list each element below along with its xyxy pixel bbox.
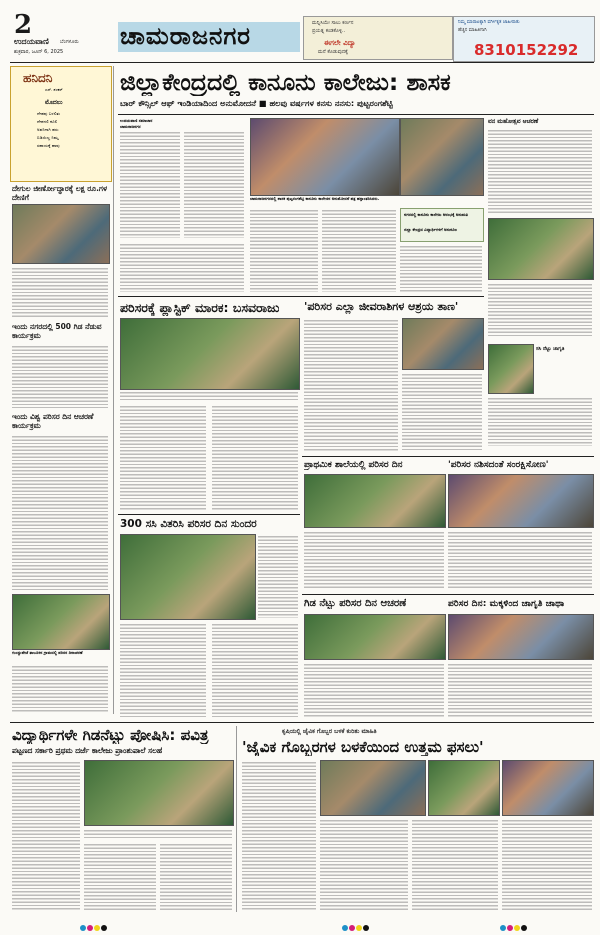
destroy-body <box>448 530 592 590</box>
registration-dots-left <box>80 916 108 935</box>
plastic-body-col2 <box>212 404 298 510</box>
poem-line-3: ಅವನಿಗಾಗಿ ಹಸು <box>37 127 59 132</box>
left-story3-headline: ಇಂದು ವಿಶ್ವ ಪರಿಸರ ದಿನ ಆಚರಣೆ ಕಾರ್ಯಕ್ರಮ <box>12 412 94 430</box>
right-mid-photo <box>488 344 534 394</box>
saplings-photo <box>120 534 256 620</box>
dot-cyan <box>342 925 348 931</box>
section-rule-4 <box>302 594 594 595</box>
destroy-photo <box>448 474 594 528</box>
column-divider-bottom <box>236 726 237 912</box>
organic-photo-1 <box>320 760 426 816</box>
organic-body-col4 <box>502 818 592 910</box>
poem-line-4: ಬಿಡಿಯಿಲ್ಲ ನಿಮ್ಮ <box>37 135 59 140</box>
school-body <box>304 530 444 590</box>
left-photo-caption: ಗುಂಡ್ಲುಪೇಟೆ ತಾಲೂಕಿನ ಗ್ರಾಮದಲ್ಲಿ ಪರಿಸರ ದಿನಾಚರಣೆ <box>12 650 83 655</box>
honey-dani-box <box>10 66 112 182</box>
honey-author: ಎಸ್. ಶಂಕರ್ <box>45 87 63 92</box>
planting-headline: ಗಿಡ ನೆಟ್ಟು ಪರಿಸರ ದಿನ ಆಚರಣೆ <box>304 598 407 609</box>
right-mid-body <box>488 396 592 446</box>
awareness-body <box>448 662 592 718</box>
right-top-body <box>488 128 592 214</box>
lead-body-col0 <box>120 242 244 292</box>
saplings-side-caption <box>258 534 298 618</box>
ad-box-2: ನಿಮ್ಮ ಮಾರಾಟಕ್ಕಾಗಿ ವರ್ಗೀಕೃತ ಜಾಹೀರಾತು ಹೆಚ್ಚಿನ ಮಾಹಿತಿಗಾಗಿ 8310152292 <box>453 16 595 62</box>
saplings-body-col2 <box>212 622 298 718</box>
ad-box-1: ಮನ್ನಿಸಿಯೇ ಸಾಲು ಕರ್ಣನ ಪ್ರಯತ್ನ ಕಂಡಕೊಳ್ಳಿ.. ಈಗಲೇ ವಿದ್ಯಾ ಮನೆ ಕೊಡುವುದಕ್ಕೆ <box>303 16 453 60</box>
column-divider-left <box>113 66 114 714</box>
lead-subheadline: ಬಾರ್ ಕೌನ್ಸಿಲ್ ಆಫ್ ಇಂಡಿಯಾದಿಂದ ಅನುಮೋದನೆ ■ ಹಲವು ವರ್ಷಗಳ ಕನಸು ನನಸು: ಪುಟ್ಟರಂಗಶೆಟ್ಟಿ <box>120 98 393 108</box>
organic-body-col1 <box>242 760 316 910</box>
nature-body-col1 <box>304 318 398 452</box>
date: ಶುಕ್ರವಾರ, ಜೂನ್ 6, 2025 <box>14 49 64 55</box>
right-top-headline: ವನ ಮಹೋತ್ಸವ ಆಚರಣೆ <box>488 118 539 125</box>
dot-cyan <box>80 925 86 931</box>
lead-body-col1 <box>120 130 180 238</box>
destroy-headline: 'ಪರಿಸರ ನಶಿಸದಂತೆ ಸಂರಕ್ಷಿಸೋಣ' <box>448 460 549 470</box>
dot-black <box>101 925 107 931</box>
lead-body-col3 <box>250 208 318 292</box>
lead-byline: ಉದಯವಾಣಿ ಸಮಾಚಾರ <box>120 118 153 123</box>
students-body-col2 <box>84 842 156 910</box>
paper-name: ಉದಯವಾಣಿ <box>14 37 49 46</box>
dot-magenta <box>507 925 513 931</box>
poem-line-2: ದೇಶದಲಿ ಕೂಲಿ <box>37 119 58 124</box>
registration-dots-center <box>342 916 370 935</box>
nature-body-col2 <box>402 372 482 452</box>
section-rule-5 <box>10 722 594 723</box>
organic-photo-2 <box>428 760 500 816</box>
masthead-rule <box>10 62 594 63</box>
dot-magenta <box>349 925 355 931</box>
section-rule-1 <box>118 296 484 297</box>
nature-photo <box>402 318 484 370</box>
poem-title: ಮೊದಲು <box>45 99 63 106</box>
section-title: ಚಾಮರಾಜನಗರ <box>120 22 252 50</box>
nature-headline: 'ಪರಿಸರ ಎಲ್ಲಾ ಜೀವರಾಶಿಗಳ ಆಶ್ರಯ ತಾಣ' <box>304 300 459 313</box>
honey-title: ಹನಿದನಿ <box>23 71 53 85</box>
organic-photo-3 <box>502 760 594 816</box>
left-story1-body <box>12 266 108 318</box>
saplings-headline: 300 ಸಸಿ ವಿತರಿಸಿ ಪರಿಸರ ದಿನ ಸುಂದರ <box>120 518 257 530</box>
dot-yellow <box>94 925 100 931</box>
left-story3-body <box>12 434 108 590</box>
awareness-photo <box>448 614 594 660</box>
right-top-photo <box>488 218 594 280</box>
dot-yellow <box>514 925 520 931</box>
plastic-photo <box>120 318 300 390</box>
edition: ಬೆಂಗಳೂರು <box>60 39 79 45</box>
students-body-col1 <box>12 760 80 910</box>
masthead <box>0 0 600 64</box>
students-photo-caption <box>84 828 232 838</box>
right-mid-headline: ಸಸಿ ನೆಟ್ಟು ಜಾಗೃತಿ <box>536 346 565 352</box>
lead-highlight-box <box>400 208 484 242</box>
school-photo <box>304 474 446 528</box>
lead-rule <box>118 114 594 115</box>
lead-photo-2 <box>400 118 484 196</box>
school-headline: ಪ್ರಾಥಮಿಕ ಶಾಲೆಯಲ್ಲಿ ಪರಿಸರ ದಿನ <box>304 460 403 470</box>
planting-body <box>304 662 444 718</box>
lead-highlight-2: ಜಿಲ್ಲಾ ಕೇಂದ್ರದ ವಿದ್ಯಾರ್ಥಿಗಳಿಗೆ ಅನುಕೂಲ <box>404 227 458 232</box>
registration-dots-right <box>500 916 528 935</box>
dot-black <box>521 925 527 931</box>
saplings-body-col1 <box>120 622 206 718</box>
dot-cyan <box>500 925 506 931</box>
left-story2-headline: ಇಂದು ನಗರದಲ್ಲಿ 500 ಗಿಡ ನೆಡುವ ಕಾರ್ಯಕ್ರಮ <box>12 322 102 340</box>
left-photo <box>12 594 110 650</box>
lead-dateline: ಚಾಮರಾಜನಗರ <box>120 124 141 129</box>
ad-phone-number: 8310152292 <box>474 41 579 59</box>
dot-black <box>363 925 369 931</box>
lead-headline: ಜಿಲ್ಲಾಕೇಂದ್ರದಲ್ಲಿ ಕಾನೂನು ಕಾಲೇಜು: ಶಾಸಕ <box>120 68 451 96</box>
page-number: 2 <box>14 10 33 40</box>
dot-yellow <box>356 925 362 931</box>
left-story4-body <box>12 664 108 712</box>
awareness-headline: ಪರಿಸರ ದಿನ: ಮಕ್ಕಳಿಂದ ಜಾಗೃತಿ ಜಾಥಾ <box>448 598 565 609</box>
right-top-body-2 <box>488 282 592 336</box>
poem-line-1: ದೇಹವು ಬಳಲಿತು <box>37 111 61 116</box>
plastic-body-col1 <box>120 404 206 510</box>
section-rule-3 <box>118 514 300 515</box>
students-body-col3 <box>160 842 232 910</box>
lead-body-col2 <box>184 130 244 238</box>
students-headline: ವಿದ್ಯಾರ್ಥಿಗಳೇ ಗಿಡನೆಟ್ಟು ಪೋಷಿಸಿ: ಪವಿತ್ರ <box>12 726 209 744</box>
lead-highlight-1: ನಗರದಲ್ಲಿ ಕಾನೂನು ಕಾಲೇಜು ಆರಂಭಕ್ಕೆ ಅನುಮತಿ <box>404 212 468 217</box>
students-subheadline: ಪಟ್ಟಣದ ಸರ್ಕಾರಿ ಪ್ರಥಮ ದರ್ಜೆ ಕಾಲೇಜು ಪ್ರಾಂಶುಪಾಲೆ ಸಲಹೆ <box>12 746 163 755</box>
section-rule-2 <box>302 456 594 457</box>
lead-body-col4 <box>322 208 396 292</box>
organic-kicker: ಕೃಷಿಯಲ್ಲಿ ಜೈವಿಕ ಗೊಬ್ಬರ ಬಳಕೆ ಕುರಿತು ಮಾಹಿತಿ <box>282 728 377 735</box>
left-story1-photo <box>12 204 110 264</box>
organic-body-col2 <box>320 818 408 910</box>
lead-photo-caption: ಚಾಮರಾಜನಗರದಲ್ಲಿ ಶಾಸಕ ಪುಟ್ಟರಂಗಶೆಟ್ಟಿ ಕಾನೂನು ಕಾಲೇಜಿನ ಅನುಮೋದನೆ ಪತ್ರ ಹಸ್ತಾಂತರಿಸಿದರು. <box>250 196 380 201</box>
dot-magenta <box>87 925 93 931</box>
left-story2-body <box>12 344 108 408</box>
students-photo <box>84 760 234 826</box>
lead-photo <box>250 118 400 196</box>
organic-headline: 'ಜೈವಿಕ ಗೊಬ್ಬರಗಳ ಬಳಕೆಯಿಂದ ಉತ್ತಮ ಫಸಲು' <box>242 738 484 756</box>
organic-body-col3 <box>412 818 498 910</box>
plastic-headline: ಪರಿಸರಕ್ಕೆ ಪ್ಲಾಸ್ಟಿಕ್ ಮಾರಕ: ಬಸವರಾಜು <box>120 300 280 315</box>
planting-photo <box>304 614 446 660</box>
left-story1-headline: ದೇಗುಲ ಜೀರ್ಣೋದ್ಧಾರಕ್ಕೆ ಲಕ್ಷ ರೂ.ಗಳ ದೇಣಿಗೆ <box>12 184 108 202</box>
poem-line-5: ಸಹಾಯಕ್ಕೆ ಹಾವು <box>37 143 60 148</box>
plastic-caption <box>120 390 298 400</box>
lead-body-col5 <box>400 244 482 292</box>
